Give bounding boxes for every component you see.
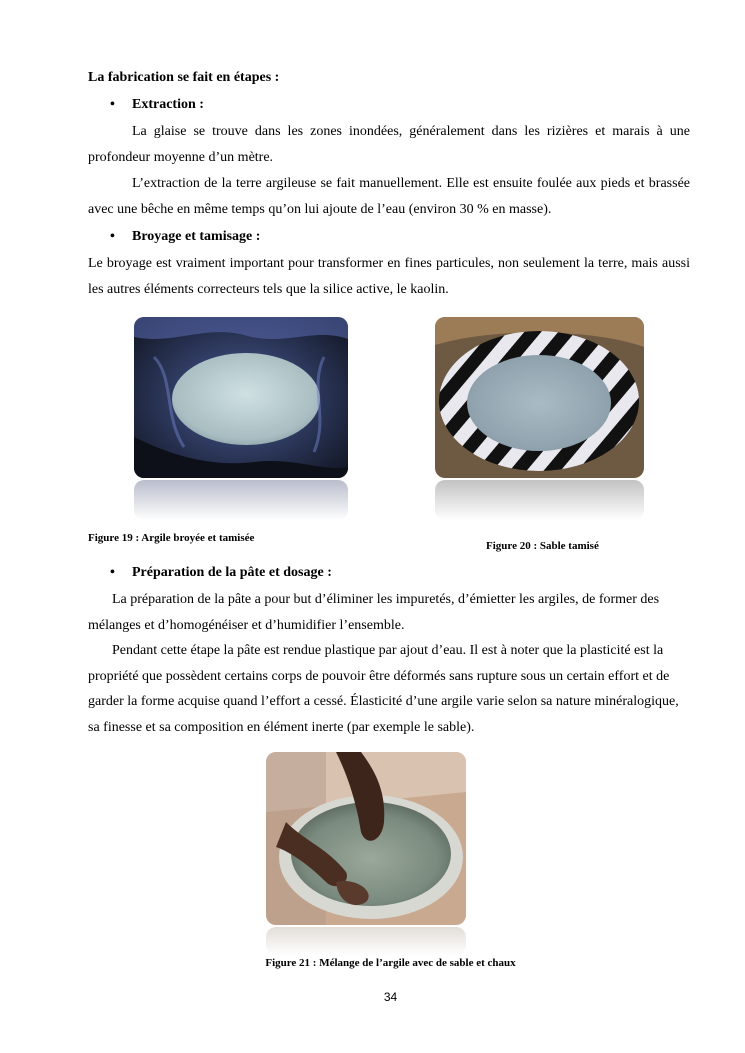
- bullet-preparation: [110, 565, 332, 581]
- figure-19-caption: Figure 19 : Argile broyée et tamisée: [88, 532, 255, 544]
- bullet-icon: •: [110, 97, 115, 112]
- section-heading: La fabrication se fait en étapes :: [88, 70, 280, 85]
- page-number: 34: [383, 990, 398, 1004]
- extraction-paragraph-1: La glaise se trouve dans les zones inondées, généralement dans les rizières et marais à une profondeur moyenne d’un mètre.: [88, 124, 690, 165]
- photo-mixing-clay: [266, 752, 466, 925]
- photo-sand-sifted: [435, 317, 644, 478]
- bullet-extraction: [110, 97, 204, 113]
- bullet-icon: •: [110, 229, 115, 244]
- bullet-title: Préparation de la pâte et dosage :: [132, 565, 332, 580]
- preparation-paragraph-2: Pendant cette étape la pâte est rendue plastique par ajout d’eau. Il est à noter que la plasticité est la propriété que possèdent certains corps de pouvoir être déformés sans rupture sous un certain effort et de garder la forme acquise quand l’effort a cessé. Élasticité d’une argile varie selon sa nature minéralogique, sa finesse et sa composition en élément inerte (par exemple le sable).: [88, 643, 679, 735]
- bullet-title: Broyage et tamisage :: [132, 229, 261, 244]
- bullet-title: Extraction :: [132, 97, 204, 112]
- extraction-paragraph-2: L’extraction de la terre argileuse se fait manuellement. Elle est ensuite foulée aux pieds et brassée avec une bêche en même temps qu’on lui ajoute de l’eau (environ 30 % en masse).: [88, 176, 690, 217]
- photo-reflection: [435, 480, 644, 520]
- photo-reflection: [266, 927, 466, 955]
- figure-20-caption: Figure 20 : Sable tamisé: [486, 540, 599, 552]
- bullet-icon: •: [110, 565, 115, 580]
- bullet-broyage: [110, 229, 260, 245]
- preparation-paragraph-1: La préparation de la pâte a pour but d’éliminer les impuretés, d’émietter les argiles, de former des mélanges et d’homogénéiser et d’humidifier l’ensemble.: [88, 592, 660, 633]
- photo-reflection: [134, 480, 348, 520]
- figure-21-caption: Figure 21 : Mélange de l’argile avec de sable et chaux: [265, 957, 516, 969]
- photo-clay-crushed: [134, 317, 348, 478]
- broyage-paragraph: Le broyage est vraiment important pour transformer en fines particules, non seulement la terre, mais aussi les autres éléments correcteurs tels que la silice active, le kaolin.: [88, 256, 690, 297]
